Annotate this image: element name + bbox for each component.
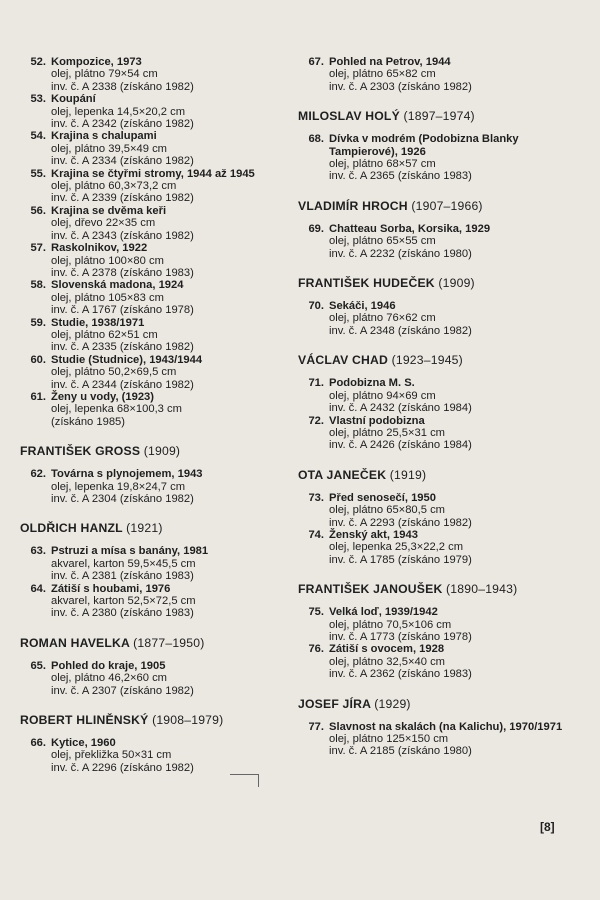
entry-title: Krajina se čtyřmi stromy, 1944 až 1945 — [51, 167, 255, 180]
entry-detail-line: inv. č. A 2304 (získáno 1982) — [51, 493, 194, 505]
entry-title: Krajina s chalupami — [51, 130, 157, 143]
entries-group — [298, 606, 588, 680]
entry-number: 67. — [308, 56, 324, 68]
artist-heading — [298, 582, 588, 596]
entry-detail-line: inv. č. A 1767 (získáno 1978) — [51, 304, 194, 317]
entry-detail-line: inv. č. A 2432 (získáno 1984) — [329, 402, 472, 415]
entry-heading — [20, 93, 282, 105]
catalog-entry — [20, 391, 282, 428]
entry-heading — [20, 354, 282, 366]
entry-detail-line: akvarel, karton 52,5×72,5 cm — [51, 595, 196, 608]
entry-heading — [298, 56, 588, 68]
entries-group — [20, 56, 282, 428]
entry-title: Pohled na Petrov, 1944 — [329, 56, 451, 68]
entry-number: 60. — [30, 353, 46, 366]
artist-dates: (1909) — [438, 276, 475, 291]
entry-heading — [20, 56, 282, 68]
entry-detail-line: inv. č. A 2365 (získáno 1983) — [329, 170, 472, 183]
artist-dates: (1908–1979) — [152, 713, 224, 728]
entry-detail-line: inv. č. A 2426 (získáno 1984) — [329, 439, 472, 452]
catalog-entry — [20, 130, 282, 167]
catalog-entry — [20, 660, 282, 697]
entry-detail-line: olej, plátno 76×62 cm — [329, 312, 436, 325]
entry-detail-line: olej, dřevo 22×35 cm — [51, 217, 156, 230]
entry-detail-line: olej, plátno 50,2×69,5 cm — [51, 366, 177, 379]
artist-heading — [298, 353, 588, 367]
artist-heading — [298, 276, 588, 290]
entry-detail-line: inv. č. A 2338 (získáno 1982) — [51, 80, 194, 93]
artist-name: FRANTIŠEK HUDEČEK — [298, 276, 435, 291]
artist-name: OLDŘICH HANZL — [20, 521, 123, 536]
catalog-entry — [20, 205, 282, 242]
catalog-entry — [298, 223, 588, 260]
entry-number: 61. — [30, 390, 46, 403]
entry-detail-line: olej, plátno 32,5×40 cm — [329, 655, 445, 668]
catalog-entry — [298, 529, 588, 566]
entries-group — [298, 56, 588, 93]
entry-heading — [20, 391, 282, 403]
entry-number: 65. — [30, 659, 46, 672]
entry-heading — [298, 133, 588, 158]
artist-heading — [20, 444, 282, 458]
entry-detail-line: inv. č. A 2381 (získáno 1983) — [51, 570, 194, 583]
entry-detail-line: inv. č. A 2343 (získáno 1982) — [51, 229, 194, 242]
entry-number: 59. — [30, 316, 46, 329]
entry-heading — [20, 279, 282, 291]
entry-number: 62. — [30, 468, 46, 481]
entry-number: 66. — [30, 737, 46, 750]
entry-number: 72. — [308, 414, 324, 427]
entry-detail-line: olej, lepenka 19,8×24,7 cm — [51, 480, 186, 493]
artist-name: VÁCLAV CHAD — [298, 353, 388, 368]
entry-detail-line: inv. č. A 2378 (získáno 1983) — [51, 266, 194, 279]
artist-heading — [298, 468, 588, 482]
entry-number: 76. — [308, 643, 324, 656]
catalog-entry — [20, 737, 282, 774]
entry-number: 53. — [30, 93, 46, 106]
entries-group — [20, 737, 282, 774]
artist-dates: (1897–1974) — [403, 109, 475, 124]
entry-heading — [298, 300, 588, 312]
entry-title: Studie, 1938/1971 — [51, 316, 145, 329]
entry-detail-line: olej, plátno 94×69 cm — [329, 389, 436, 402]
artist-name: VLADIMÍR HROCH — [298, 198, 408, 213]
entry-number: 73. — [308, 491, 324, 504]
entry-title: Pohled do kraje, 1905 — [51, 659, 166, 672]
entry-heading — [20, 583, 282, 595]
right-column — [298, 56, 588, 758]
entry-heading — [20, 242, 282, 254]
artist-heading — [20, 636, 282, 650]
entry-title: Slovenská madona, 1924 — [51, 279, 184, 292]
entry-number: 77. — [308, 720, 324, 733]
entry-detail-line: akvarel, karton 59,5×45,5 cm — [51, 557, 196, 570]
entry-title: Před senosečí, 1950 — [329, 491, 436, 504]
entry-detail-line: olej, plátno 46,2×60 cm — [51, 672, 167, 685]
entry-heading — [20, 317, 282, 329]
entry-title: Studie (Studnice), 1943/1944 — [51, 353, 203, 366]
artist-heading — [298, 109, 588, 123]
entry-heading — [20, 468, 282, 480]
entry-title: Slavnost na skalách (na Kalichu), 1970/1971 — [329, 720, 563, 733]
entry-number: 64. — [30, 582, 46, 595]
catalog-entry — [20, 242, 282, 279]
entry-number: 55. — [30, 167, 46, 180]
catalog-entry — [20, 468, 282, 505]
entry-detail-line: inv. č. A 2232 (získáno 1980) — [329, 247, 472, 260]
artist-name: ROMAN HAVELKA — [20, 635, 130, 650]
artist-heading — [20, 521, 282, 535]
page-number: [8] — [540, 820, 555, 834]
catalog-entry — [20, 168, 282, 205]
artist-name: JOSEF JÍRA — [298, 696, 371, 711]
catalog-entry — [20, 93, 282, 130]
entry-detail-line: inv. č. A 1773 (získáno 1978) — [329, 630, 472, 643]
entry-heading — [20, 168, 282, 180]
entries-group — [298, 721, 588, 758]
entry-number: 57. — [30, 242, 46, 255]
entry-title: Kytice, 1960 — [51, 737, 116, 750]
artist-dates: (1909) — [143, 444, 181, 459]
entry-detail-line: inv. č. A 2303 (získáno 1982) — [329, 80, 472, 93]
entry-title: Krajina se dvěma keři — [51, 204, 167, 217]
artist-dates: (1907–1966) — [411, 198, 483, 213]
artist-heading — [298, 199, 588, 213]
artist-name: FRANTIŠEK JANOUŠEK — [298, 582, 443, 597]
entry-detail-line: inv. č. A 2348 (získáno 1982) — [329, 324, 472, 337]
entry-title: Vlastní podobizna — [329, 414, 425, 427]
entry-title: Ženský akt, 1943 — [329, 528, 418, 541]
artist-name: MILOSLAV HOLÝ — [298, 109, 400, 124]
entry-title: Raskolnikov, 1922 — [51, 242, 148, 255]
entry-heading — [298, 377, 588, 389]
catalog-entry — [298, 56, 588, 93]
entry-heading — [298, 606, 588, 618]
entry-heading — [298, 223, 588, 235]
entries-group — [298, 300, 588, 337]
entry-detail-line: inv. č. A 2296 (získáno 1982) — [51, 761, 194, 774]
entry-number: 70. — [308, 300, 324, 313]
catalog-entry — [20, 279, 282, 316]
entry-detail-line: olej, plátno 65×80,5 cm — [329, 504, 445, 517]
entry-detail-line: olej, plátno 65×55 cm — [329, 235, 436, 248]
entries-group — [298, 377, 588, 451]
entry-title: Koupání — [51, 93, 96, 106]
entry-number: 71. — [308, 377, 324, 390]
entry-heading — [298, 492, 588, 504]
entry-number: 75. — [308, 606, 324, 619]
entry-number: 68. — [308, 133, 324, 146]
entry-number: 56. — [30, 204, 46, 217]
entry-detail-line: olej, plátno 105×83 cm — [51, 291, 164, 304]
catalog-entry — [298, 643, 588, 680]
entry-title: Ženy u vody, (1923) — [51, 390, 154, 403]
entry-heading — [20, 130, 282, 142]
catalog-entry — [298, 133, 588, 183]
entry-heading — [20, 205, 282, 217]
catalog-entry — [20, 317, 282, 354]
entries-group — [20, 545, 282, 619]
catalog-entry — [298, 606, 588, 643]
entry-heading — [298, 529, 588, 541]
artist-heading — [298, 697, 588, 711]
entry-detail-line: inv. č. A 2307 (získáno 1982) — [51, 684, 194, 697]
entry-heading — [298, 643, 588, 655]
entry-detail-line: olej, plátno 100×80 cm — [51, 254, 164, 267]
entry-detail-line: olej, plátno 79×54 cm — [51, 68, 158, 81]
entry-detail-line: olej, plátno 62×51 cm — [51, 328, 158, 341]
entry-detail-line: inv. č. A 2335 (získáno 1982) — [51, 341, 194, 354]
entry-number: 74. — [308, 528, 324, 541]
entry-detail-line: inv. č. A 2339 (získáno 1982) — [51, 192, 194, 205]
entry-detail-line: inv. č. A 2342 (získáno 1982) — [51, 118, 194, 131]
catalog-entry — [298, 721, 588, 758]
entry-title: Podobizna M. S. — [329, 377, 415, 390]
entry-detail-line: (získáno 1985) — [51, 415, 126, 428]
artist-name: FRANTIŠEK GROSS — [20, 444, 141, 459]
entries-group — [20, 660, 282, 697]
entry-detail-line: olej, lepenka 68×100,3 cm — [51, 403, 182, 416]
entries-group — [298, 223, 588, 260]
artist-dates: (1921) — [126, 521, 163, 536]
entry-detail-line: olej, překližka 50×31 cm — [51, 749, 172, 762]
entry-heading — [298, 415, 588, 427]
entry-detail-line: olej, lepenka 14,5×20,2 cm — [51, 105, 186, 118]
catalog-entry — [20, 583, 282, 620]
entry-number: 69. — [308, 222, 324, 235]
entry-detail-line: inv. č. A 2380 (získáno 1983) — [51, 607, 194, 620]
entry-detail-line: olej, lepenka 25,3×22,2 cm — [329, 541, 464, 554]
catalog-entry — [298, 492, 588, 529]
artist-name: ROBERT HLINĚNSKÝ — [20, 713, 149, 728]
entry-heading — [298, 721, 588, 733]
catalog-entry — [20, 545, 282, 582]
entry-detail-line: olej, plátno 39,5×49 cm — [51, 142, 167, 155]
artist-dates: (1919) — [389, 467, 427, 482]
entry-detail-line: olej, plátno 65×82 cm — [329, 68, 436, 81]
catalog-entry — [20, 354, 282, 391]
entry-number: 52. — [30, 56, 46, 68]
entries-group — [298, 492, 588, 566]
entry-title: Velká loď, 1939/1942 — [329, 606, 438, 619]
entry-title: Zátiší s houbami, 1976 — [51, 582, 171, 595]
entry-number: 58. — [30, 279, 46, 292]
entry-detail-line: inv. č. A 2185 (získáno 1980) — [329, 745, 472, 758]
artist-name: OTA JANEČEK — [298, 467, 387, 482]
entry-detail-line: inv. č. A 2334 (získáno 1982) — [51, 155, 194, 168]
entry-detail-line: olej, plátno 25,5×31 cm — [329, 426, 445, 439]
artist-dates: (1929) — [374, 696, 411, 711]
entry-title: Továrna s plynojemem, 1943 — [51, 468, 203, 481]
catalog-entry — [20, 56, 282, 93]
artist-heading — [20, 713, 282, 727]
entry-heading — [20, 737, 282, 749]
entry-detail-line: inv. č. A 2362 (získáno 1983) — [329, 668, 472, 681]
entry-number: 63. — [30, 545, 46, 558]
catalog-entry — [298, 300, 588, 337]
entry-detail-line: olej, plátno 125×150 cm — [329, 733, 449, 745]
entry-detail-line: inv. č. A 1785 (získáno 1979) — [329, 553, 472, 566]
entries-group — [298, 133, 588, 183]
entries-group — [20, 468, 282, 505]
entry-heading — [20, 545, 282, 557]
entry-detail-line: olej, plátno 60,3×73,2 cm — [51, 180, 177, 193]
artist-dates: (1877–1950) — [133, 635, 205, 650]
catalog-entry — [298, 415, 588, 452]
artist-dates: (1923–1945) — [391, 353, 463, 368]
entry-title: Kompozice, 1973 — [51, 56, 142, 68]
entry-title: Chatteau Sorba, Korsika, 1929 — [329, 222, 491, 235]
left-column — [20, 56, 282, 774]
entry-title: Sekáči, 1946 — [329, 300, 396, 313]
entry-number: 54. — [30, 130, 46, 143]
entry-detail-line: inv. č. A 2344 (získáno 1982) — [51, 378, 194, 391]
entry-title: Zátiší s ovocem, 1928 — [329, 643, 445, 656]
bracket-mark — [230, 774, 259, 787]
entry-title: Dívka v modrém (Podobizna Blanky Tampierové), 1926 — [329, 133, 519, 158]
entry-detail-line: inv. č. A 2293 (získáno 1982) — [329, 516, 472, 529]
catalog-entry — [298, 377, 588, 414]
entry-title: Pstruzi a mísa s banány, 1981 — [51, 545, 209, 558]
entry-detail-line: olej, plátno 70,5×106 cm — [329, 618, 452, 631]
artist-dates: (1890–1943) — [446, 582, 518, 597]
entry-heading — [20, 660, 282, 672]
entry-detail-line: olej, plátno 68×57 cm — [329, 158, 436, 171]
